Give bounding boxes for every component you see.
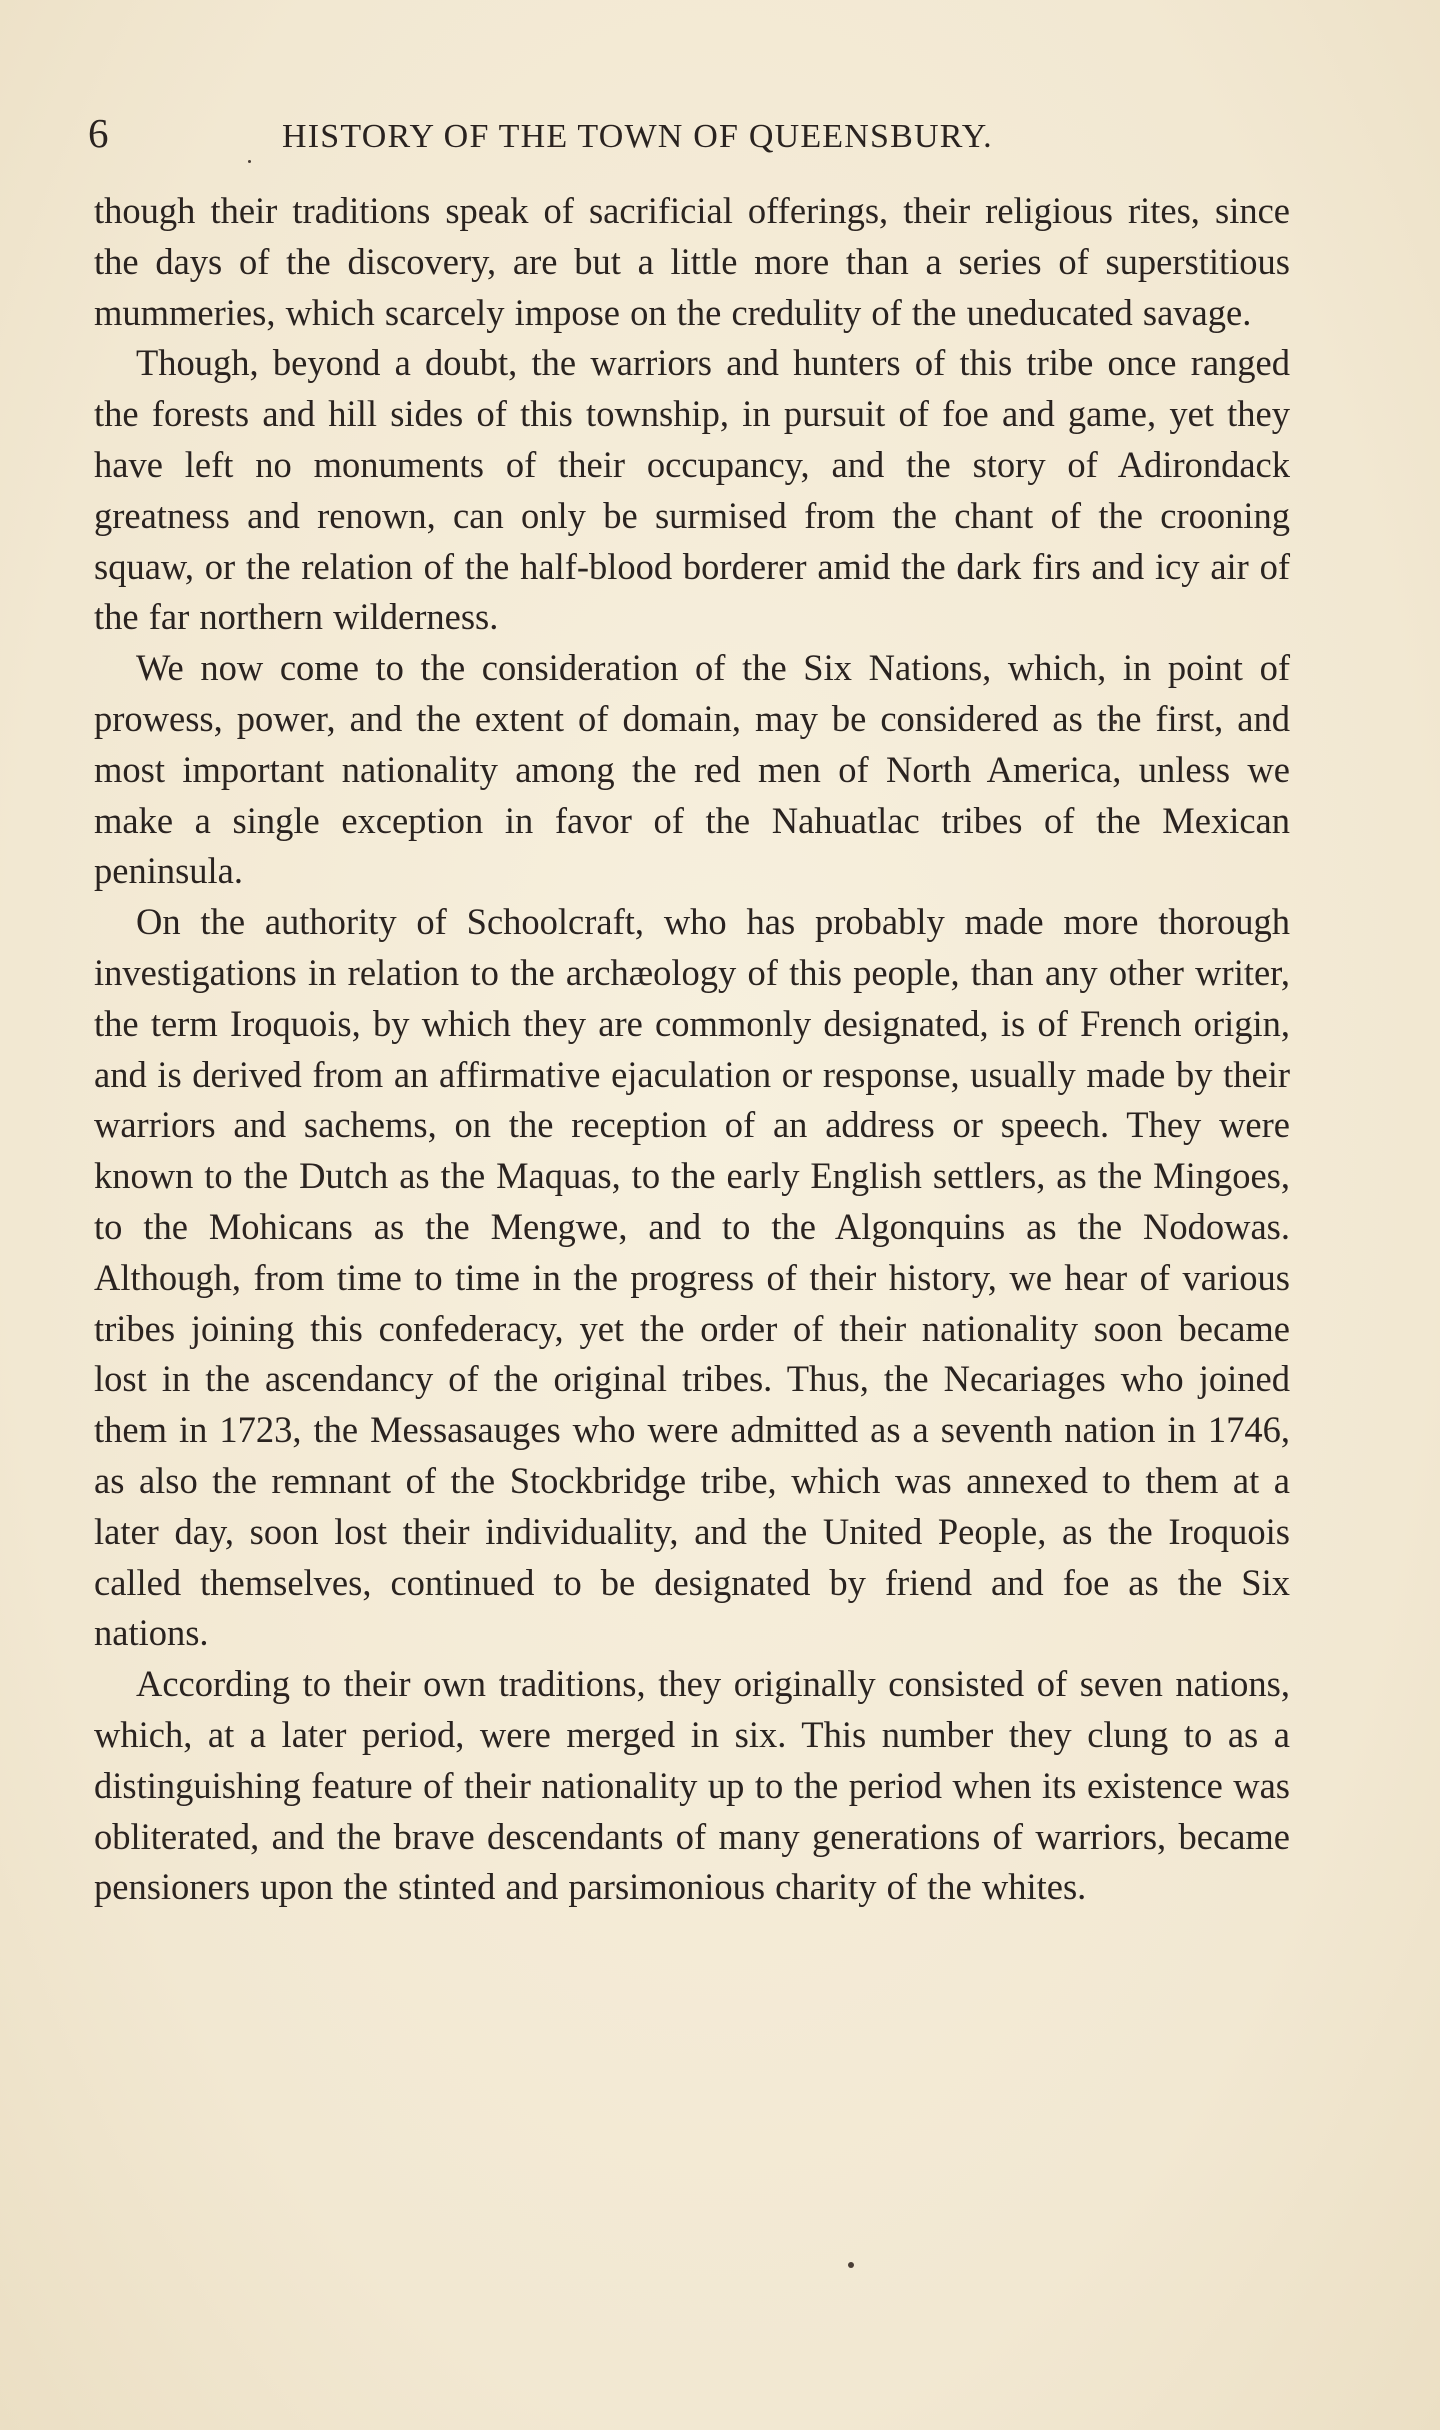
- running-head: HISTORY OF THE TOWN OF QUEENSBURY.: [282, 118, 993, 155]
- ink-speck: [248, 160, 251, 163]
- body-text: [94, 186, 1290, 1913]
- page-number: 6: [88, 110, 109, 156]
- paragraph-iroquois-name: On the authority of Schoolcraft, who has probably made more thorough investigations in relation to the archæology of this people, than any other writer, the term Iroquois, by which they are commonly designated, is of French origin, and is derived from an affirmative ejaculation or response, usually made by their warriors and sachems, on the reception of an address or speech. They were known to the Dutch as the Maquas, to the early English settlers, as the Mingoes, to the Mohicans as the Mengwe, and to the Algonquins as the Nodowas. Although, from time to time in the progress of their history, we hear of various tribes joining this confederacy, yet the order of their nationality soon became lost in the ascendancy of the original tribes. Thus, the Necariages who joined them in 1723, the Messasauges who were admitted as a seventh nation in 1746, as also the remnant of the Stockbridge tribe, which was annexed to them at a later day, soon lost their individuality, and the United People, as the Iroquois called themselves, continued to be designated by friend and foe as the Six nations.: [94, 901, 1290, 1654]
- paragraph-adirondack-tribe: Though, beyond a doubt, the warriors and hunters of this tribe once ranged the forests and hill sides of this township, in pursuit of foe and game, yet they have left no monuments of their occupancy, and the story of Adirondack greatness and renown, can only be surmised from the chant of the crooning squaw, or the relation of the half-blood borderer amid the dark firs and icy air of the far northern wilderness.: [94, 342, 1290, 638]
- page-header: [88, 108, 1288, 168]
- paragraph-six-nations: We now come to the consideration of the Six Nations, which, in point of prowess, power, and the extent of domain, may be considered as the first, and most important nationality among the red men of North America, unless we make a single exception in favor of the Nahuatlac tribes of the Mexican peninsula.: [94, 647, 1290, 892]
- paragraph-seven-nations: According to their own traditions, they originally consisted of seven nations, which, at a later period, were merged in six. This number they clung to as a distinguishing feature of their nationality up to the period when its existence was obliterated, and the brave descendants of many generations of warriors, became pensioners upon the stinted and parsimonious charity of the whites.: [94, 1663, 1290, 1908]
- ink-speck: [848, 2262, 854, 2268]
- paragraph-continuation: though their traditions speak of sacrificial offerings, their religious rites, since the days of the discovery, are but a little more than a series of superstitious mummeries, which scarcely impose on the credulity of the uneducated savage.: [94, 190, 1290, 333]
